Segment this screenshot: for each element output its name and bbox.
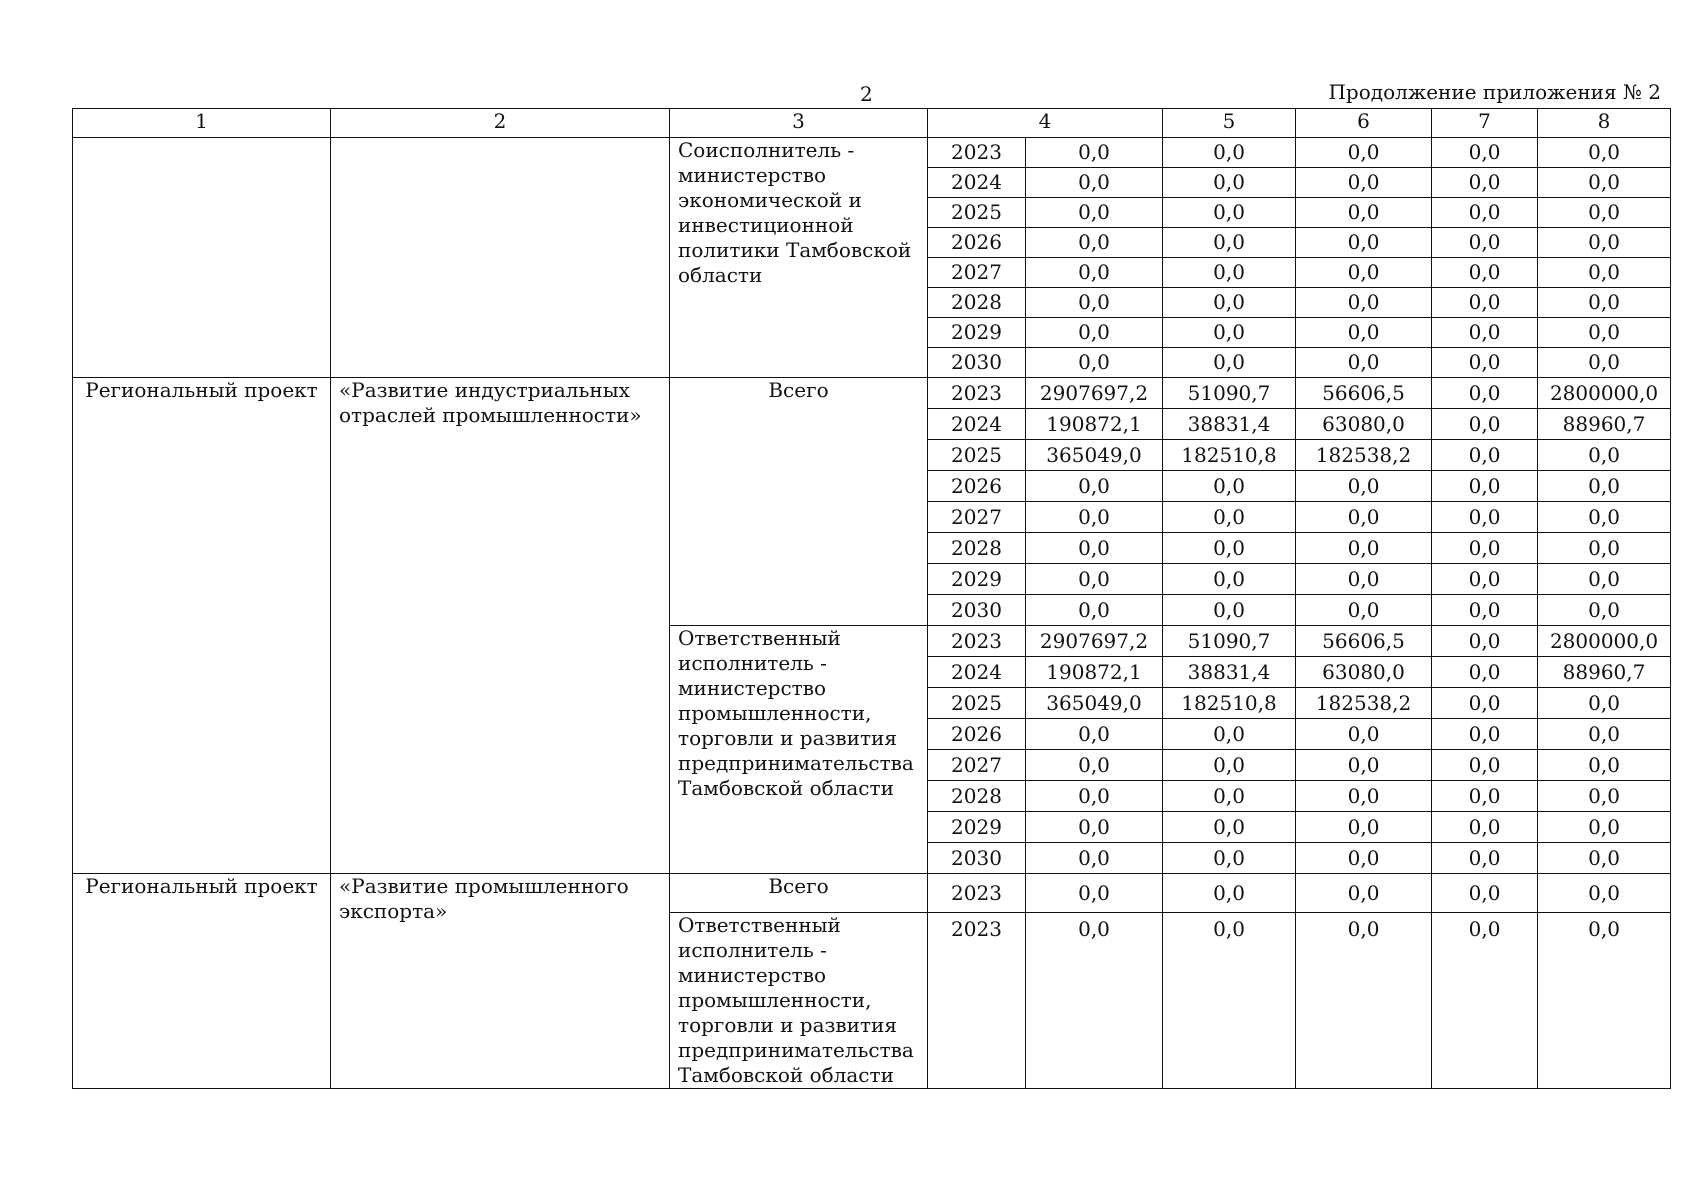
row-category: Региональный проект: [73, 874, 331, 1089]
value-cell-6: 0,0: [1296, 258, 1432, 288]
year-cell: 2028: [928, 533, 1026, 564]
row-category: Региональный проект: [73, 378, 331, 874]
value-cell-8: 0,0: [1538, 913, 1671, 1089]
value-cell-6: 0,0: [1296, 198, 1432, 228]
value-cell-7: 0,0: [1432, 348, 1538, 378]
value-cell-8: 0,0: [1538, 198, 1671, 228]
value-cell-5: 0,0: [1163, 471, 1296, 502]
value-cell-5: 0,0: [1163, 719, 1296, 750]
value-cell-4: 0,0: [1026, 348, 1163, 378]
value-cell-7: 0,0: [1432, 168, 1538, 198]
value-cell-8: 0,0: [1538, 348, 1671, 378]
value-cell-5: 0,0: [1163, 318, 1296, 348]
value-cell-6: 0,0: [1296, 595, 1432, 626]
value-cell-8: 0,0: [1538, 471, 1671, 502]
value-cell-6: 0,0: [1296, 288, 1432, 318]
value-cell-7: 0,0: [1432, 378, 1538, 409]
value-cell-7: 0,0: [1432, 440, 1538, 471]
year-cell: 2030: [928, 595, 1026, 626]
value-cell-8: 0,0: [1538, 440, 1671, 471]
value-cell-7: 0,0: [1432, 228, 1538, 258]
value-cell-5: 0,0: [1163, 812, 1296, 843]
col-header-3: 3: [670, 109, 928, 138]
value-cell-7: 0,0: [1432, 750, 1538, 781]
value-cell-6: 0,0: [1296, 318, 1432, 348]
value-cell-4: 0,0: [1026, 874, 1163, 913]
value-cell-7: 0,0: [1432, 471, 1538, 502]
value-cell-8: 0,0: [1538, 533, 1671, 564]
year-cell: 2023: [928, 378, 1026, 409]
value-cell-7: 0,0: [1432, 258, 1538, 288]
value-cell-8: 0,0: [1538, 502, 1671, 533]
value-cell-7: 0,0: [1432, 874, 1538, 913]
value-cell-7: 0,0: [1432, 626, 1538, 657]
col-header-5: 5: [1163, 109, 1296, 138]
value-cell-7: 0,0: [1432, 409, 1538, 440]
appendix-caption: Продолжение приложения № 2: [1328, 80, 1661, 104]
col-header-7: 7: [1432, 109, 1538, 138]
value-cell-8: 2800000,0: [1538, 626, 1671, 657]
year-cell: 2023: [928, 138, 1026, 168]
value-cell-6: 0,0: [1296, 564, 1432, 595]
year-cell: 2025: [928, 688, 1026, 719]
value-cell-8: 0,0: [1538, 843, 1671, 874]
value-cell-6: 0,0: [1296, 719, 1432, 750]
value-cell-7: 0,0: [1432, 781, 1538, 812]
value-cell-4: 0,0: [1026, 533, 1163, 564]
value-cell-4: 0,0: [1026, 812, 1163, 843]
year-cell: 2024: [928, 409, 1026, 440]
value-cell-5: 0,0: [1163, 564, 1296, 595]
value-cell-8: 0,0: [1538, 688, 1671, 719]
value-cell-8: 0,0: [1538, 874, 1671, 913]
value-cell-5: 0,0: [1163, 228, 1296, 258]
value-cell-4: 0,0: [1026, 288, 1163, 318]
row-executor: Ответственный исполнитель - министерство промышленности, торговли и развития предпринимательства Тамбовской области: [670, 626, 928, 874]
value-cell-5: 0,0: [1163, 913, 1296, 1089]
year-cell: 2025: [928, 198, 1026, 228]
value-cell-5: 0,0: [1163, 258, 1296, 288]
year-cell: 2027: [928, 258, 1026, 288]
value-cell-8: 0,0: [1538, 719, 1671, 750]
row-executor: Соисполнитель - министерство экономической и инвестиционной политики Тамбовской области: [670, 138, 928, 378]
col-header-6: 6: [1296, 109, 1432, 138]
value-cell-6: 0,0: [1296, 348, 1432, 378]
value-cell-4: 2907697,2: [1026, 626, 1163, 657]
value-cell-8: 0,0: [1538, 288, 1671, 318]
table-row: [73, 378, 1671, 409]
col-header-8: 8: [1538, 109, 1671, 138]
value-cell-4: 0,0: [1026, 258, 1163, 288]
value-cell-4: 0,0: [1026, 843, 1163, 874]
col-header-2: 2: [331, 109, 670, 138]
year-cell: 2027: [928, 502, 1026, 533]
value-cell-5: 38831,4: [1163, 409, 1296, 440]
year-cell: 2023: [928, 913, 1026, 1089]
value-cell-7: 0,0: [1432, 812, 1538, 843]
year-cell: 2029: [928, 318, 1026, 348]
value-cell-5: 182510,8: [1163, 688, 1296, 719]
year-cell: 2024: [928, 657, 1026, 688]
value-cell-4: 0,0: [1026, 138, 1163, 168]
value-cell-7: 0,0: [1432, 688, 1538, 719]
value-cell-6: 0,0: [1296, 502, 1432, 533]
year-cell: 2028: [928, 781, 1026, 812]
value-cell-5: 182510,8: [1163, 440, 1296, 471]
value-cell-6: 0,0: [1296, 471, 1432, 502]
table-row: [73, 874, 1671, 913]
value-cell-5: 51090,7: [1163, 378, 1296, 409]
value-cell-4: 0,0: [1026, 471, 1163, 502]
value-cell-5: 0,0: [1163, 502, 1296, 533]
year-cell: 2023: [928, 626, 1026, 657]
value-cell-7: 0,0: [1432, 595, 1538, 626]
value-cell-4: 0,0: [1026, 168, 1163, 198]
value-cell-4: 0,0: [1026, 198, 1163, 228]
value-cell-8: 0,0: [1538, 258, 1671, 288]
year-cell: 2027: [928, 750, 1026, 781]
value-cell-7: 0,0: [1432, 564, 1538, 595]
value-cell-6: 0,0: [1296, 533, 1432, 564]
row-project-name: [331, 138, 670, 378]
value-cell-7: 0,0: [1432, 533, 1538, 564]
value-cell-8: 0,0: [1538, 564, 1671, 595]
value-cell-6: 0,0: [1296, 750, 1432, 781]
value-cell-7: 0,0: [1432, 198, 1538, 228]
value-cell-6: 0,0: [1296, 228, 1432, 258]
value-cell-6: 0,0: [1296, 168, 1432, 198]
value-cell-4: 365049,0: [1026, 688, 1163, 719]
value-cell-7: 0,0: [1432, 138, 1538, 168]
value-cell-5: 0,0: [1163, 843, 1296, 874]
value-cell-4: 0,0: [1026, 564, 1163, 595]
year-cell: 2030: [928, 348, 1026, 378]
value-cell-6: 182538,2: [1296, 440, 1432, 471]
value-cell-5: 0,0: [1163, 595, 1296, 626]
value-cell-8: 0,0: [1538, 168, 1671, 198]
header-row: [73, 109, 1671, 138]
value-cell-4: 0,0: [1026, 228, 1163, 258]
value-cell-5: 0,0: [1163, 781, 1296, 812]
value-cell-4: 0,0: [1026, 318, 1163, 348]
year-cell: 2029: [928, 812, 1026, 843]
value-cell-4: 365049,0: [1026, 440, 1163, 471]
value-cell-4: 0,0: [1026, 595, 1163, 626]
year-cell: 2023: [928, 874, 1026, 913]
value-cell-4: 0,0: [1026, 719, 1163, 750]
value-cell-5: 38831,4: [1163, 657, 1296, 688]
year-cell: 2026: [928, 719, 1026, 750]
value-cell-6: 0,0: [1296, 874, 1432, 913]
value-cell-4: 190872,1: [1026, 409, 1163, 440]
table-row: [73, 138, 1671, 168]
value-cell-4: 0,0: [1026, 913, 1163, 1089]
value-cell-4: 2907697,2: [1026, 378, 1163, 409]
value-cell-6: 0,0: [1296, 138, 1432, 168]
value-cell-8: 0,0: [1538, 781, 1671, 812]
value-cell-8: 0,0: [1538, 318, 1671, 348]
value-cell-8: 88960,7: [1538, 409, 1671, 440]
value-cell-5: 0,0: [1163, 533, 1296, 564]
value-cell-8: 0,0: [1538, 750, 1671, 781]
value-cell-6: 0,0: [1296, 843, 1432, 874]
year-cell: 2030: [928, 843, 1026, 874]
row-project-name: «Развитие промышленного экспорта»: [331, 874, 670, 1089]
col-header-4: 4: [928, 109, 1163, 138]
value-cell-4: 0,0: [1026, 781, 1163, 812]
value-cell-6: 63080,0: [1296, 409, 1432, 440]
value-cell-7: 0,0: [1432, 288, 1538, 318]
year-cell: 2025: [928, 440, 1026, 471]
value-cell-6: 63080,0: [1296, 657, 1432, 688]
value-cell-5: 0,0: [1163, 288, 1296, 318]
value-cell-8: 0,0: [1538, 228, 1671, 258]
value-cell-6: 56606,5: [1296, 626, 1432, 657]
value-cell-7: 0,0: [1432, 719, 1538, 750]
value-cell-6: 56606,5: [1296, 378, 1432, 409]
value-cell-7: 0,0: [1432, 913, 1538, 1089]
value-cell-7: 0,0: [1432, 502, 1538, 533]
year-cell: 2026: [928, 471, 1026, 502]
value-cell-5: 0,0: [1163, 168, 1296, 198]
funding-table: [72, 108, 1671, 1089]
value-cell-8: 0,0: [1538, 595, 1671, 626]
row-executor: Всего: [670, 874, 928, 913]
year-cell: 2028: [928, 288, 1026, 318]
value-cell-4: 0,0: [1026, 502, 1163, 533]
year-cell: 2024: [928, 168, 1026, 198]
value-cell-5: 0,0: [1163, 348, 1296, 378]
value-cell-7: 0,0: [1432, 843, 1538, 874]
value-cell-8: 0,0: [1538, 812, 1671, 843]
value-cell-5: 0,0: [1163, 750, 1296, 781]
row-executor: Ответственный исполнитель - министерство промышленности, торговли и развития предпринимательства Тамбовской области: [670, 913, 928, 1089]
row-project-name: «Развитие индустриальных отраслей промышленности»: [331, 378, 670, 874]
year-cell: 2029: [928, 564, 1026, 595]
value-cell-7: 0,0: [1432, 657, 1538, 688]
value-cell-6: 0,0: [1296, 913, 1432, 1089]
value-cell-5: 51090,7: [1163, 626, 1296, 657]
value-cell-4: 0,0: [1026, 750, 1163, 781]
value-cell-8: 0,0: [1538, 138, 1671, 168]
value-cell-7: 0,0: [1432, 318, 1538, 348]
page-number: 2: [860, 82, 873, 106]
value-cell-4: 190872,1: [1026, 657, 1163, 688]
value-cell-8: 88960,7: [1538, 657, 1671, 688]
year-cell: 2026: [928, 228, 1026, 258]
value-cell-6: 182538,2: [1296, 688, 1432, 719]
value-cell-6: 0,0: [1296, 781, 1432, 812]
value-cell-6: 0,0: [1296, 812, 1432, 843]
row-executor: Всего: [670, 378, 928, 626]
value-cell-5: 0,0: [1163, 138, 1296, 168]
value-cell-5: 0,0: [1163, 198, 1296, 228]
value-cell-5: 0,0: [1163, 874, 1296, 913]
value-cell-8: 2800000,0: [1538, 378, 1671, 409]
row-category: [73, 138, 331, 378]
col-header-1: 1: [73, 109, 331, 138]
